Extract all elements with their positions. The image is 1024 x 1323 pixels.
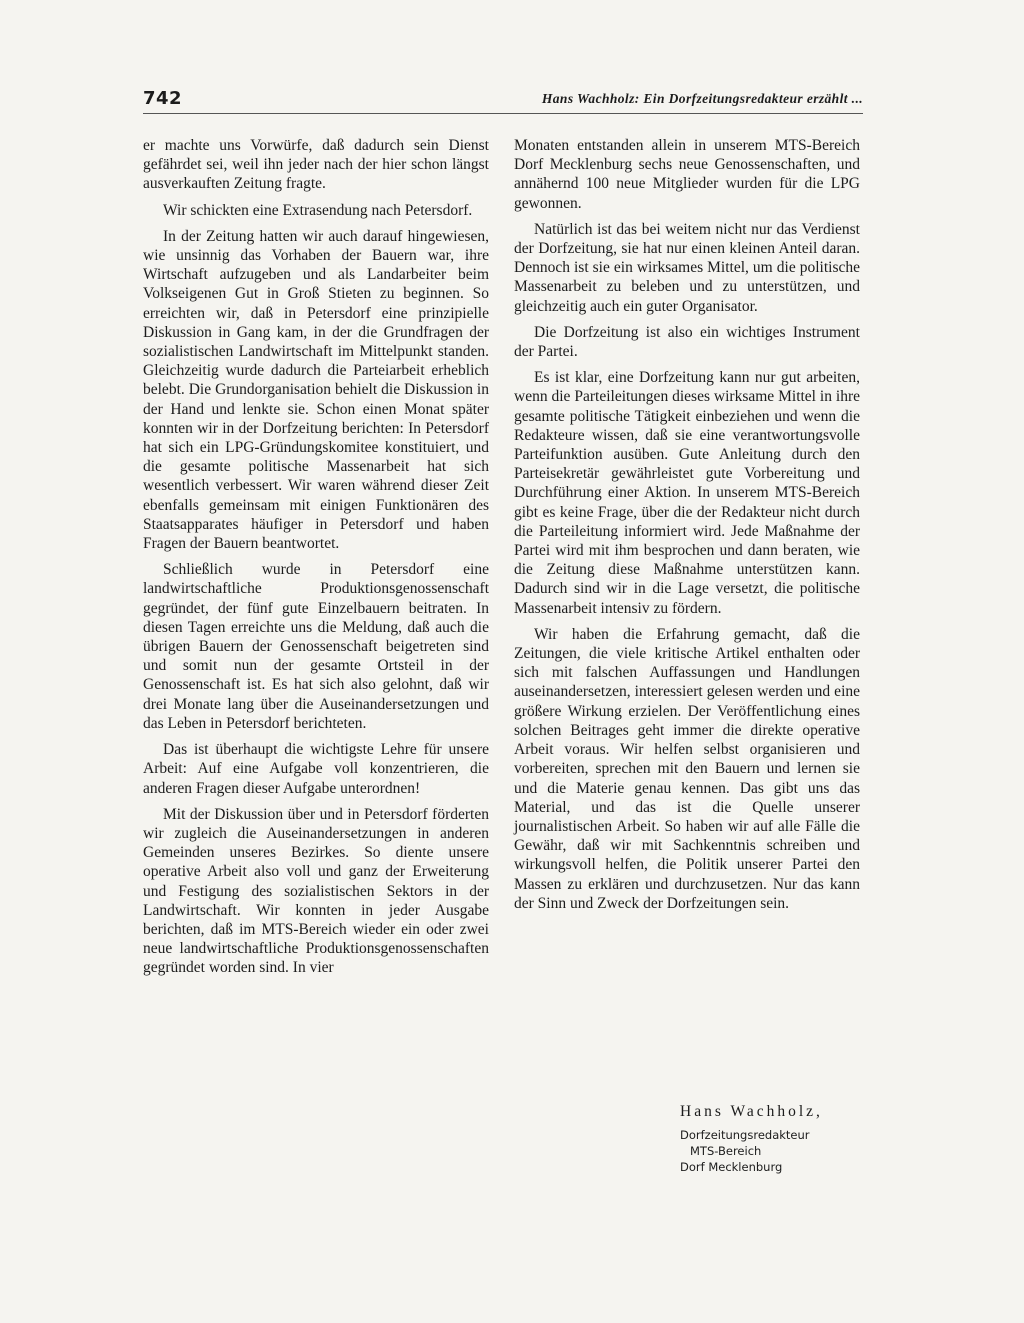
paragraph: In der Zeitung hatten wir auch darauf hingewiesen, wie unsinnig das Vorhaben der Bauern war, ihre Wirtschaft aufzugeben und als Landarbeiter beim Volkseigenen Gut in Groß Stieten zu beginnen. So erreichten wir, daß in Petersdorf eine prinzipielle Diskussion in Gang kam, in der die Grundfragen der sozialistischen Landwirtschaft im Mittelpunkt standen. Gleichzeitig wurde dadurch die Parteiarbeit erheblich belebt. Die Grundorganisation behielt die Diskussion in der Hand und lenkte sie. Schon einen Monat später konnten wir in der Dorfzeitung berichten: In Petersdorf hat sich ein LPG-Gründungskomitee konstituiert, und die gesamte politische Massenarbeit hat sich wesentlich verbessert. Wir waren während dieser Zeit ebenfalls gemeinsam mit einigen Funktionären des Staatsapparates häufiger in Petersdorf und haben Fragen der Bauern beantwortet. — [143, 227, 489, 553]
running-head: Hans Wachholz: Ein Dorfzeitungsredakteur erzählt ... — [541, 91, 863, 106]
author-area: MTS-Bereich — [690, 1144, 762, 1158]
paragraph: Das ist überhaupt die wichtigste Lehre für unsere Arbeit: Auf eine Aufgabe voll konzentrieren, die anderen Fragen dieser Aufgabe unterordnen! — [143, 741, 489, 797]
paragraph: Wir haben die Erfahrung gemacht, daß die Zeitungen, die viele kritische Artikel enthalten oder sich mit falschen Auffassungen und Handlungen auseinandersetzen, interessiert gelesen werden und eine größere Wirkung erzielen. Der Veröffentlichung eines solchen Beitrages geht immer die direkte operative Arbeit voraus. Wir helfen selbst organisieren und vorbereiten, sprechen mit den Bauern und lernen sie und die Materie genau kennen. Das gibt uns das Material, und das ist die Quelle unserer journalistischen Arbeit. So haben wir auf alle Fälle die Gewähr, daß wir mit Sachkenntnis schreiben und wirkungsvoll helfen, die Politik unserer Partei den Massen zu erklären und durchzusetzen. Nur das kann der Sinn und Zweck der Dorfzeitungen sein. — [514, 625, 860, 912]
author-signature — [680, 1103, 870, 1175]
paragraph: Mit der Diskussion über und in Petersdorf förderten wir zugleich die Auseinandersetzungen in anderen Gemeinden unseres Bezirkes. So diente unsere operative Arbeit also voll und ganz der Erweiterung und Festigung des sozialistischen Sektors in der Landwirtschaft. Wir konnten in jeder Ausgabe berichten, daß im MTS-Bereich wieder ein oder zwei neue landwirtschaftliche Produktionsgenossenschaften gegründet worden sind. In vier — [143, 805, 489, 977]
author-name: Hans Wachholz, — [680, 1103, 823, 1120]
author-location: Dorf Mecklenburg — [680, 1160, 783, 1174]
author-role: Dorfzeitungsredakteur — [680, 1128, 810, 1142]
page-header — [143, 88, 863, 114]
page-number: 742 — [143, 88, 183, 109]
paragraph: Monaten entstanden allein in unserem MTS-Bereich Dorf Mecklenburg sechs neue Genossenschaften, und annähernd 100 neue Mitglieder wurden für die LPG gewonnen. — [514, 137, 860, 212]
paragraph: Es ist klar, eine Dorfzeitung kann nur gut arbeiten, wenn die Parteileitungen dieses wirksame Mittel in ihre gesamte politische Tätigkeit einbeziehen und wenn die Redakteure wissen, daß sie eine verantwortungsvolle Parteifunktion ausüben. Gute Anleitung durch den Parteisekretär gewährleistet gute Vorbereitung und Durchführung einer Aktion. In unserem MTS-Bereich gibt es keine Frage, über die der Redakteur nicht durch die Parteileitung informiert wird. Jede Maßnahme der Partei wird mit ihm besprochen und dann beraten, wie die Zeitung diese Maßnahme unterstützen kann. Dadurch sind wir in die Lage versetzt, die politische Massenarbeit intensiv zu fördern. — [514, 369, 860, 617]
header-rule — [143, 113, 863, 114]
left-column — [143, 136, 489, 985]
paragraph: Wir schickten eine Extrasendung nach Petersdorf. — [163, 201, 473, 219]
paragraph: Schließlich wurde in Petersdorf eine landwirtschaftliche Produktionsgenossenschaft gegründet, der fünf gute Einzelbauern beitraten. In diesen Tagen erreichte uns die Meldung, daß auch die übrigen Bauern der Genossenschaft beigetreten sind und somit nun der gesamte Ortsteil in der Genossenschaft ist. Es hat sich also gelohnt, daß wir drei Monate lang über die Auseinandersetzungen und das Leben in Petersdorf berichteten. — [143, 561, 489, 732]
paragraph: er machte uns Vorwürfe, daß dadurch sein Dienst gefährdet sei, weil ihn jeder nach der hier schon längst ausverkauften Zeitung fragte. — [143, 137, 489, 193]
paragraph: Die Dorfzeitung ist also ein wichtiges Instrument der Partei. — [514, 323, 860, 361]
paragraph: Natürlich ist das bei weitem nicht nur das Verdienst der Dorfzeitung, sie hat nur einen kleinen Anteil daran. Dennoch ist sie ein wirksames Mittel, um die politische Massenarbeit zu beleben und zu unterstützen, und gleichzeitig auch ein guter Organisator. — [514, 220, 860, 315]
right-column — [514, 136, 860, 920]
